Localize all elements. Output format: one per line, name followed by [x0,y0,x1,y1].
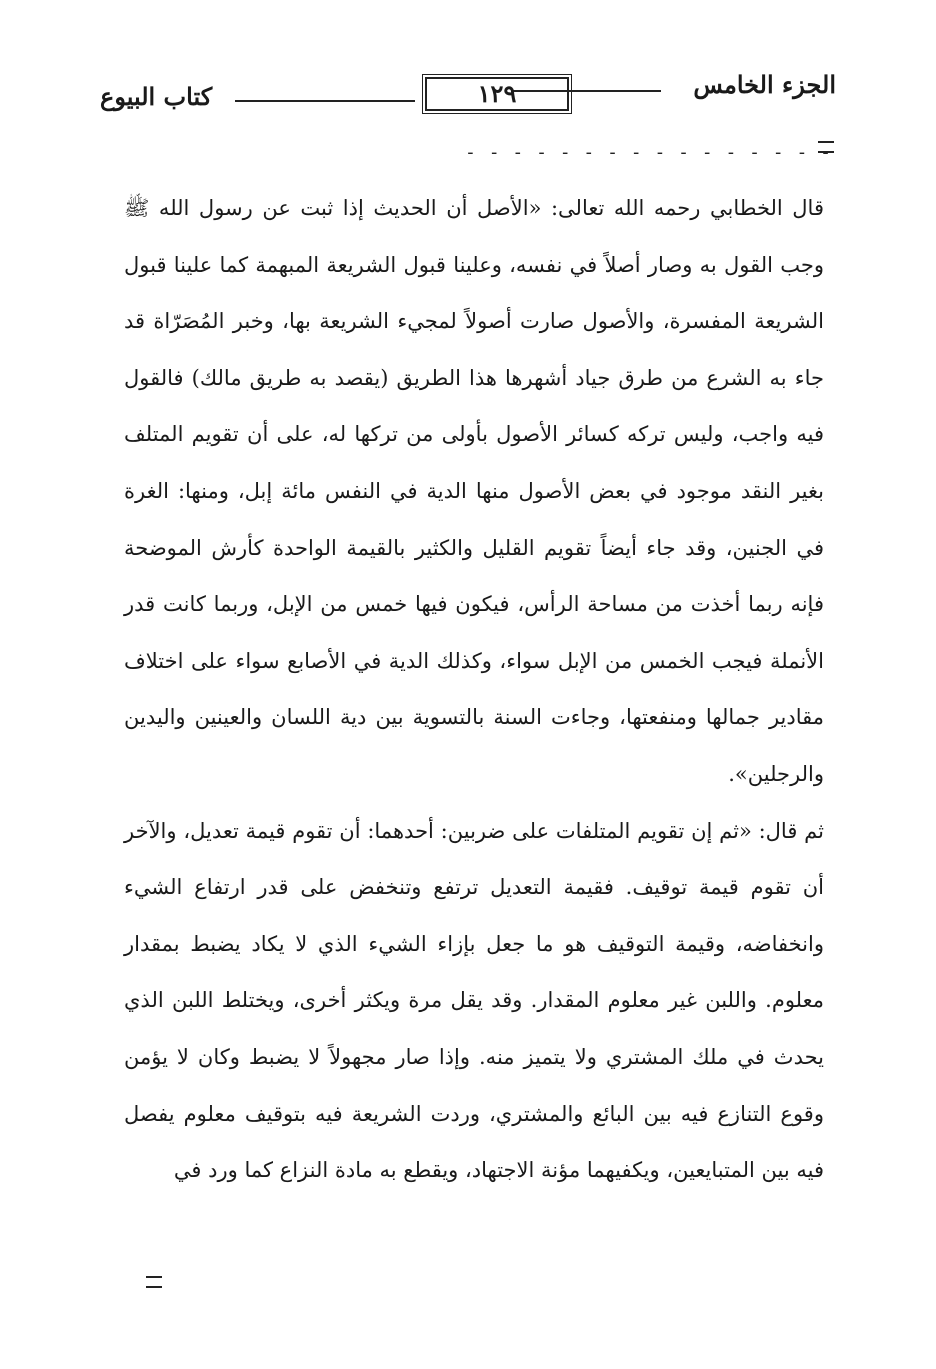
header-rule-left [235,100,415,102]
header-dashed-divider: - - - - - - - - - - - - - - - - [465,142,832,163]
page-body [124,180,824,1199]
page-header [100,70,836,130]
paragraph-khattabi-quote: قال الخطابي رحمه الله تعالى: «الأصل أن الحديث إذا ثبت عن رسول الله ﷺ وجب القول به وصار أصلاً في نفسه، وعلينا قبول الشريعة المبهمة كما علينا قبول الشريعة المفسرة، والأصول صارت أصولاً لمجيء الشريعة بها، وخبر المُصَرّاة قد جاء به الشرع من طرق جياد أشهرها هذا الطريق (يقصد به طريق مالك) فالقول فيه واجب، وليس تركه كسائر الأصول بأولى من تركها له، على أن تقويم المتلف بغير النقد موجود في بعض الأصول منها الدية في النفس مائة إبل، ومنها: الغرة في الجنين، وقد جاء أيضاً تقويم القليل والكثير بالقيمة الواحدة كأرش الموضحة فإنه ربما أخذت من مساحة الرأس، فيكون فيها خمس من الإبل، وربما كانت قدر الأنملة فيجب الخمس من الإبل سواء، وكذلك الدية في الأصابع سواء على اختلاف مقادير جمالها ومنفعتها، وجاءت السنة بالتسوية بين دية اللسان والعينين واليدين والرجلين». [124,196,824,786]
continuation-marker [146,1276,162,1288]
book-title: كتاب البيوع [100,82,213,111]
paragraph-valuation-types: ثم قال: «ثم إن تقويم المتلفات على ضربين: أحدهما: أن تقوم قيمة تعديل، والآخر أن تقوم قيمة توقيف. فقيمة التعديل ترتفع وتنخفض على قدر ارتفاع الشيء وانخفاضه، وقيمة التوقيف هو ما جعل بإزاء الشيء الذي لا يكاد يضبط بمقدار معلوم. واللبن غير معلوم المقدار. وقد يقل مرة ويكثر أخرى، ويختلط اللبن الذي يحدث في ملك المشتري ولا يتميز منه. وإذا صار مجهولاً لا يضبط وكان لا يؤمن وقوع التنازع فيه بين البائع والمشتري، وردت الشريعة فيه بتوقيف معلوم يفصل فيه بين المتبايعين، ويكفيهما مؤنة الاجتهاد، ويقطع به مادة النزاع كما ورد في [124,818,824,1183]
section-marker-top [818,141,834,153]
part-label: الجزء الخامس [693,70,836,99]
page-number: ١٢٩ [425,77,569,111]
